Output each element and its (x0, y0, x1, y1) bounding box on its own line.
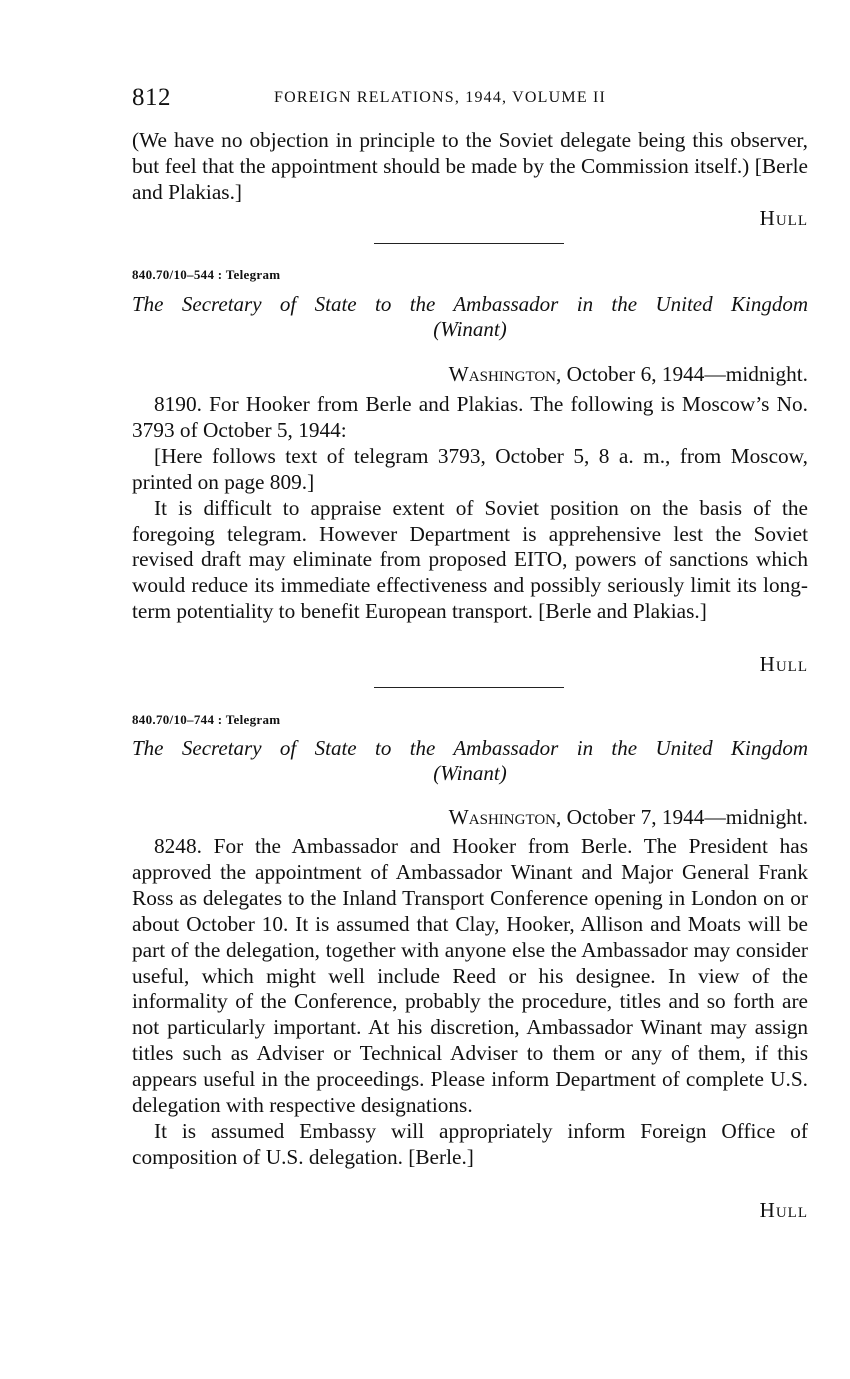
document-body (132, 392, 808, 625)
dateline-place: Washington (448, 805, 556, 829)
dateline (449, 805, 808, 830)
signature: Hull (759, 1198, 808, 1222)
body-paragraph: 8248. For the Ambassador and Hooker from Berle. The President has approved the appointment of Ambassador Winant and Major General Frank Ross as delegates to the Inland Transport Conference opening in London on or about October 10. It is assumed that Clay, Hooker, Allison and Moats will be part of the delegation, together with anyone else the Ambassador may consider useful, which might well include Reed or his designee. In view of the informality of the Conference, probably the procedure, titles and so forth are not particularly important. At his discretion, Ambassador Winant may assign titles such as Adviser or Technical Adviser to them or any of them, if this appears useful in the proceedings. Please inform Department of complete U.S. delegation with respective designations. (132, 834, 808, 1118)
document-title-recipient: (Winant) (433, 317, 507, 341)
body-paragraph: It is assumed Embassy will appropriately inform Foreign Office of composition of U.S. delegation. [Berle.] (132, 1118, 808, 1169)
body-paragraph: It is difficult to appraise extent of Soviet position on the basis of the foregoing telegram. However Department is apprehensive lest the Soviet revised draft may eliminate from proposed EITO, powers of sanctions which would reduce its immediate effectiveness and possibly seriously limit its long-term potentiality to benefit European transport. [Berle and Plakias.] (132, 495, 808, 624)
page-number: 812 (132, 84, 171, 111)
page-header (132, 84, 808, 114)
document-title-recipient: (Winant) (433, 761, 507, 785)
file-reference: 840.70/10–744 : Telegram (132, 712, 281, 727)
dateline-date: , October 7, 1944—midnight. (556, 805, 808, 829)
section-divider (374, 243, 564, 244)
dateline-date: , October 6, 1944—midnight. (556, 362, 808, 386)
signature-carryover: Hull (759, 206, 808, 230)
body-paragraph: [Here follows text of telegram 3793, October 5, 8 a. m., from Moscow, printed on page 809.] (132, 443, 808, 494)
signature: Hull (759, 652, 808, 676)
carryover-text: (We have no objection in principle to the Soviet delegate being this observer, but feel that the appointment should be made by the Commission itself.) [Berle and Plakias.] (132, 128, 808, 204)
document-title (132, 736, 808, 786)
document-title (132, 292, 808, 342)
body-paragraph: 8190. For Hooker from Berle and Plakias. The following is Moscow’s No. 3793 of October 5, 1944: (132, 392, 808, 442)
document-body (132, 834, 808, 1171)
running-head: FOREIGN RELATIONS, 1944, VOLUME II (274, 89, 607, 106)
dateline (449, 362, 808, 387)
section-divider (374, 687, 564, 688)
document-title-line: The Secretary of State to the Ambassador in the United Kingdom (132, 292, 808, 316)
document-title-line: The Secretary of State to the Ambassador in the United Kingdom (132, 736, 808, 760)
file-reference: 840.70/10–544 : Telegram (132, 267, 281, 282)
carryover-paragraph (132, 128, 808, 206)
dateline-place: Washington (448, 362, 556, 386)
